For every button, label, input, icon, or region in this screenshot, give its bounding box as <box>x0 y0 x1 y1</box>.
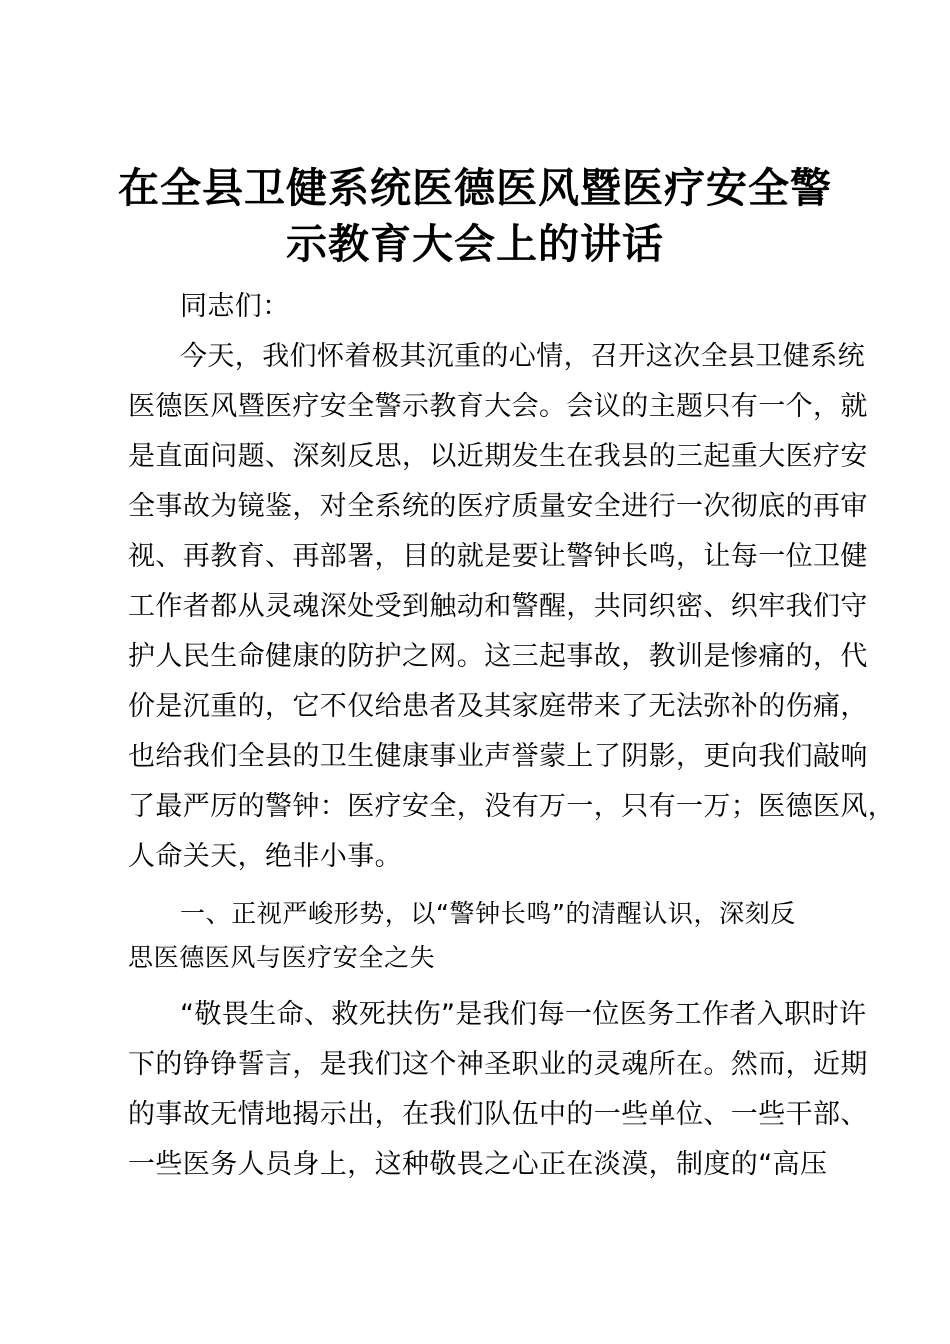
paragraph-line: 工作者都从灵魂深处受到触动和警醒，共同织密、织牢我们守 <box>128 591 868 622</box>
paragraph-line: “敬畏生命、救死扶伤”是我们每一位医务工作者入职时许 <box>180 999 867 1030</box>
title-line: 示教育大会上的讲话 <box>286 220 664 268</box>
paragraph-line: 的事故无情地揭示出，在我们队伍中的一些单位、一些干部、 <box>128 1099 868 1130</box>
salutation: 同志们： <box>180 291 290 322</box>
section-heading-line: 一、正视严峻形势，以“警钟长鸣”的清醒认识，深刻反 <box>180 899 796 928</box>
paragraph-line: 下的铮铮誓言，是我们这个神圣职业的灵魂所在。然而，近期 <box>128 1049 868 1080</box>
paragraph-line: 了最严厉的警钟：医疗安全，没有万一，只有一万；医德医风， <box>128 791 896 822</box>
paragraph-line: 人命关天，绝非小事。 <box>128 841 402 872</box>
document-title <box>110 160 840 272</box>
title-line: 在全县卫健系统医德医风暨医疗安全警 <box>118 164 832 212</box>
paragraph-line: 今天，我们怀着极其沉重的心情，召开这次全县卫健系统 <box>180 341 865 372</box>
paragraph-line: 护人民生命健康的防护之网。这三起事故，教训是惨痛的，代 <box>128 641 868 672</box>
paragraph-line: 一些医务人员身上，这种敬畏之心正在淡漠，制度的“高压 <box>128 1149 828 1180</box>
paragraph-line: 视、再教育、再部署，目的就是要让警钟长鸣，让每一位卫健 <box>128 541 868 572</box>
document-body <box>128 282 896 1190</box>
paragraph-line: 价是沉重的，它不仅给患者及其家庭带来了无法弥补的伤痛， <box>128 691 868 722</box>
paragraph-line: 全事故为镜鉴，对全系统的医疗质量安全进行一次彻底的再审 <box>128 491 868 522</box>
paragraph-line: 也给我们全县的卫生健康事业声誉蒙上了阴影，更向我们敲响 <box>128 741 868 772</box>
section-heading-line: 思医德医风与医疗安全之失 <box>128 943 436 972</box>
paragraph-line: 是直面问题、深刻反思，以近期发生在我县的三起重大医疗安 <box>128 441 868 472</box>
paragraph-line: 医德医风暨医疗安全警示教育大会。会议的主题只有一个，就 <box>128 391 868 422</box>
